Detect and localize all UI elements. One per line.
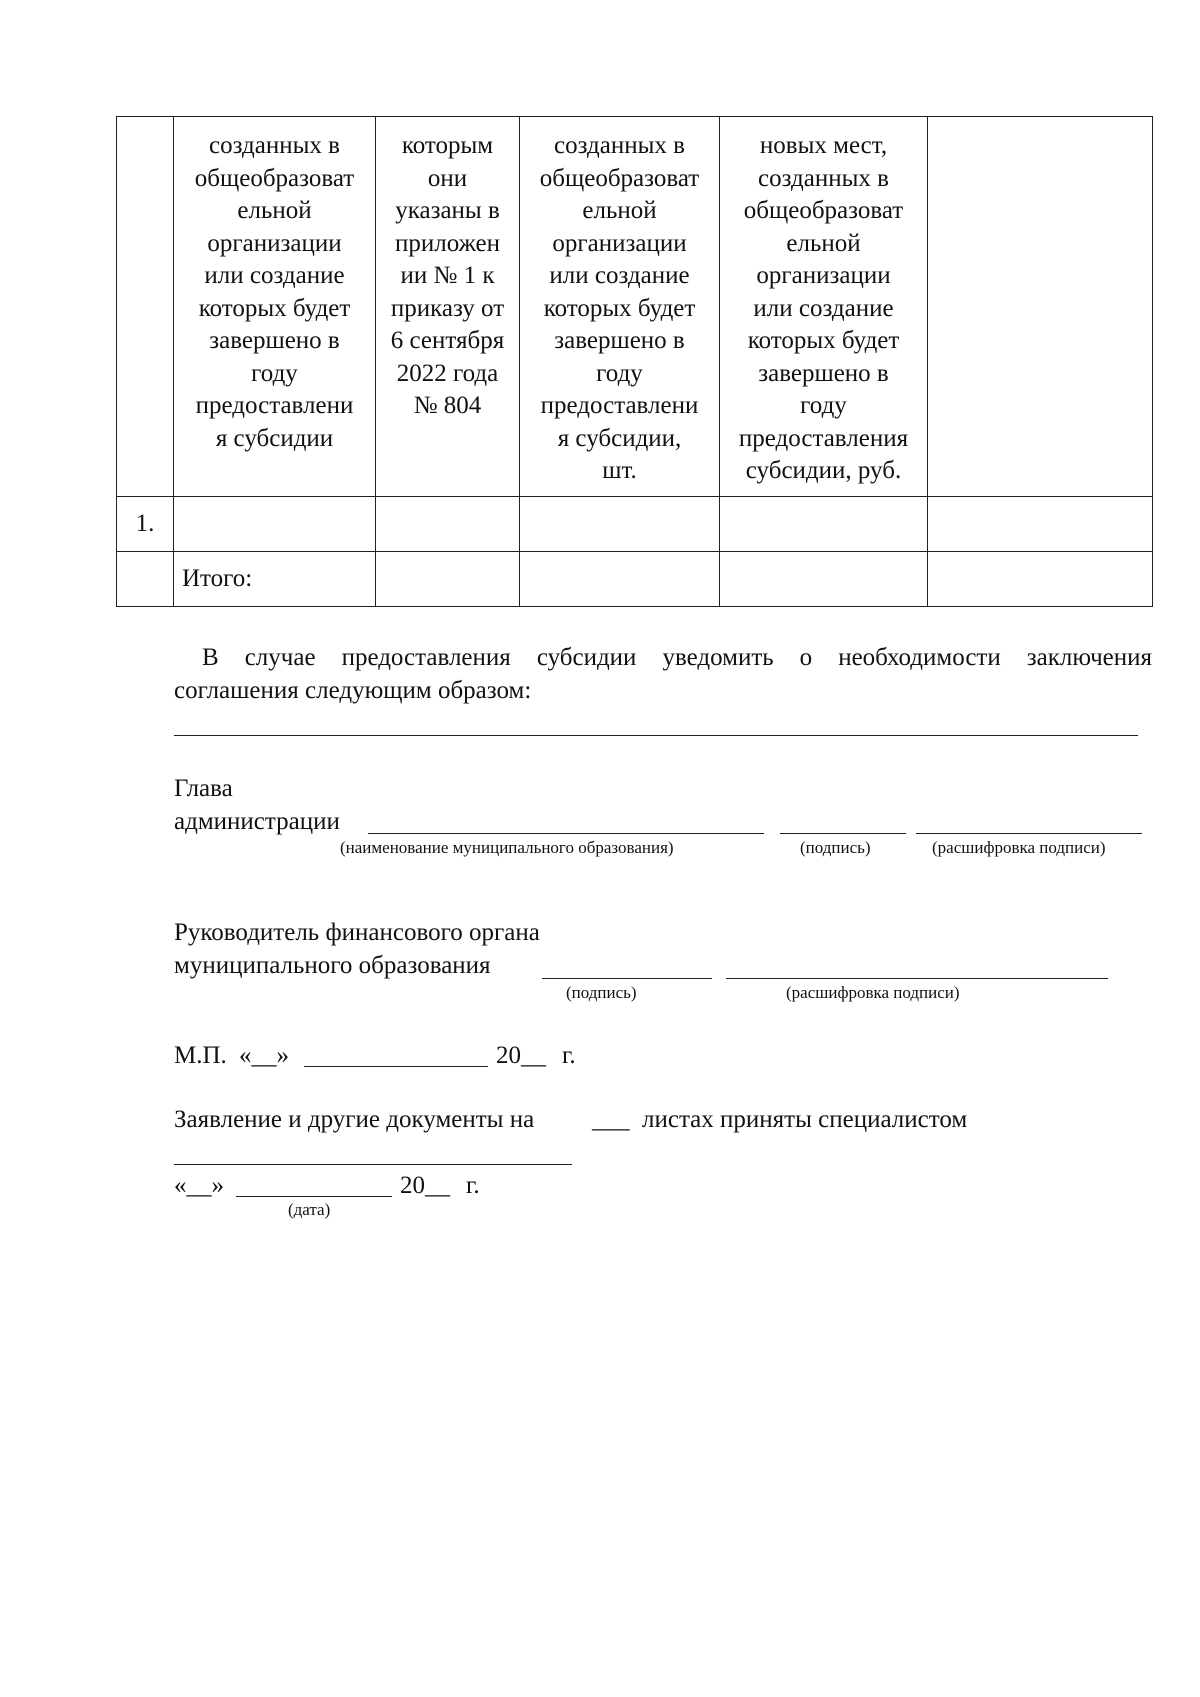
date-day: «__» [174,1172,224,1199]
head-admin-decode-caption: (расшифровка подписи) [932,838,1106,857]
notice-blank-line [174,735,1138,736]
table-cell [174,497,376,552]
stamp-month-line [304,1066,488,1067]
table-cell [720,497,928,552]
table-row-total [117,552,1153,607]
finance-head-decode-caption: (расшифровка подписи) [786,983,960,1002]
table-cell-total-label: Итого: [174,552,376,607]
header-cell: созданных в общеобразоват ельной организации или создание которых будет завершено в году предоставлени я субсидии [174,117,376,497]
head-admin-label-2: администрации [174,808,340,835]
head-admin-label-1: Глава [174,775,233,802]
header-cell: новых мест, созданных в общеобразоват ельной организации или создание которых будет завершено в году предоставления субсидии, руб. [720,117,928,497]
notice-line-1: В случае предоставления субсидии уведомить о необходимости заключения [202,644,1152,671]
head-admin-sign-line [780,833,906,834]
head-admin-name-caption: (наименование муниципального образования) [340,838,674,857]
table-cell-number [117,552,174,607]
stamp-year-suffix: г. [562,1042,576,1069]
table-cell [720,552,928,607]
table-cell [520,497,720,552]
finance-head-label-1: Руководитель финансового органа [174,919,540,946]
table-cell [928,552,1153,607]
header-cell [928,117,1153,497]
header-cell: которым они указаны в приложен ии № 1 к приказу от 6 сентября 2022 года № 804 [376,117,520,497]
date-caption: (дата) [288,1200,331,1219]
docs-text-b: листах приняты специалистом [642,1106,968,1133]
docs-text-a: Заявление и другие документы на [174,1106,535,1133]
table-row [117,497,1153,552]
stamp-day: «__» [239,1042,289,1069]
stamp-year: 20__ [496,1042,546,1069]
stamp-mp: М.П. [174,1042,227,1069]
table-header-row [117,117,1153,497]
header-cell: созданных в общеобразоват ельной организации или создание которых будет завершено в году предоставлени я субсидии, шт. [520,117,720,497]
finance-head-sign-line [542,978,712,979]
header-cell [117,117,174,497]
finance-head-sign-caption: (подпись) [566,983,637,1002]
head-admin-sign-caption: (подпись) [800,838,871,857]
head-admin-decode-line [916,833,1142,834]
date-month-line [236,1196,392,1197]
subsidy-table [116,116,1153,607]
table-cell-number: 1. [117,497,174,552]
table-cell [376,552,520,607]
table-cell [928,497,1153,552]
date-year-suffix: г. [466,1172,480,1199]
date-year: 20__ [400,1172,450,1199]
specialist-name-line [174,1164,572,1165]
finance-head-decode-line [726,978,1108,979]
table-cell [376,497,520,552]
notice-line-2: соглашения следующим образом: [174,677,532,704]
finance-head-label-2: муниципального образования [174,952,491,979]
docs-sheets-blank: ___ [592,1106,630,1133]
head-admin-name-line [368,833,764,834]
table-cell [520,552,720,607]
